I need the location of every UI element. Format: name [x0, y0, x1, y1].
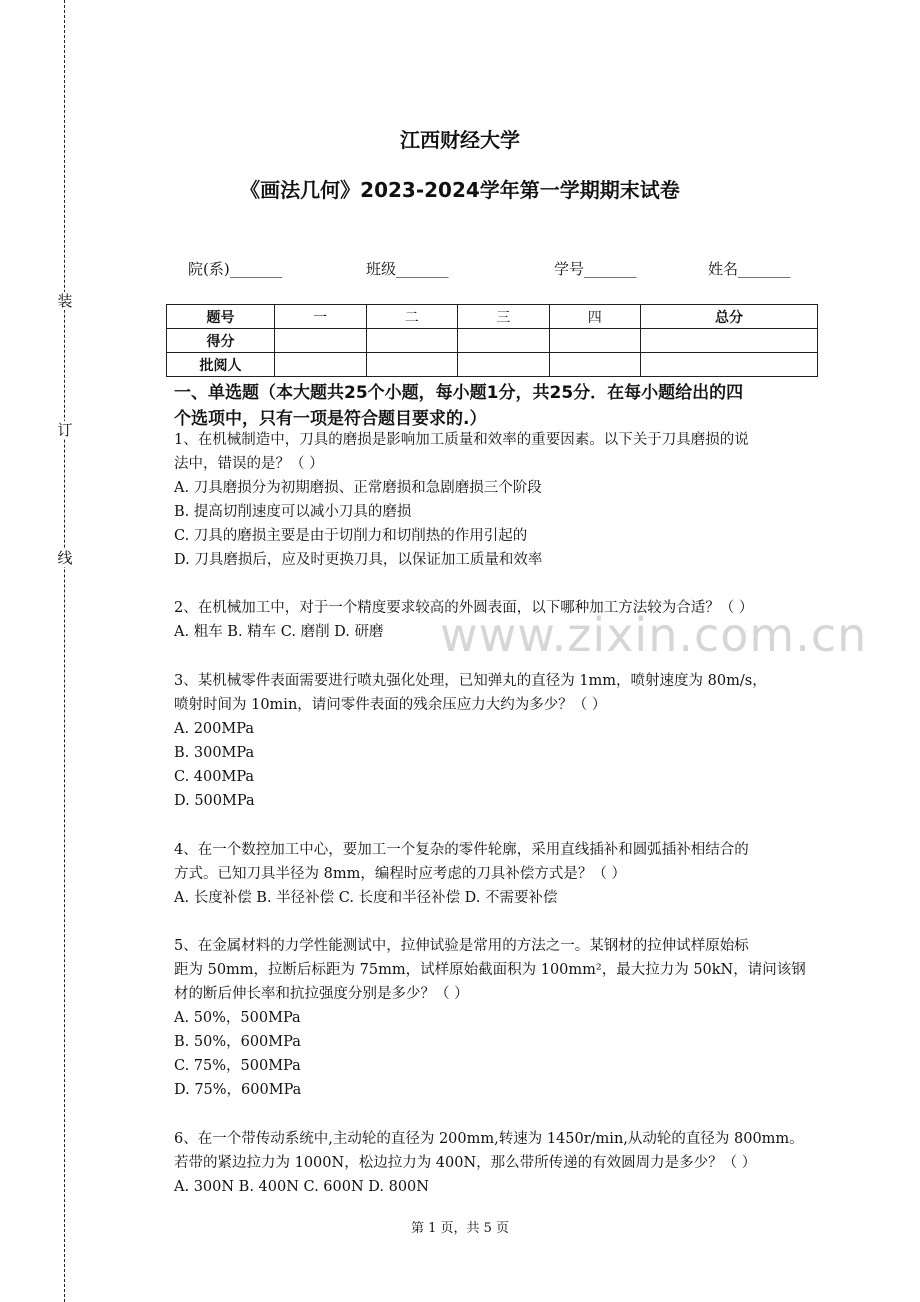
- option: C. 75%，500MPa: [174, 1058, 301, 1074]
- question-2: [174, 596, 834, 644]
- binding-char-ding: 订: [57, 421, 73, 439]
- score-cell: [366, 329, 458, 353]
- score-table-score-row: [167, 329, 818, 353]
- option: D. 刀具磨损后，应及时更换刀具，以保证加工质量和效率: [174, 552, 543, 568]
- grader-row-label: 批阅人: [167, 353, 275, 377]
- grader-cell: [641, 353, 818, 377]
- option: B. 提高切削速度可以减小刀具的磨损: [174, 504, 412, 520]
- option: D. 75%，600MPa: [174, 1082, 302, 1098]
- option: A. 50%，500MPa: [174, 1010, 301, 1026]
- score-header-1: 一: [275, 305, 367, 329]
- option: A. 200MPa: [174, 721, 254, 737]
- question-text: 6、在一个带传动系统中,主动轮的直径为 200mm,转速为 1450r/min,从动轮的直径为 800mm。: [174, 1131, 804, 1147]
- section-heading: [174, 380, 824, 432]
- score-header-label: 题号: [167, 305, 275, 329]
- question-text: 喷射时间为 10min，请问零件表面的残余压应力大约为多少？（ ）: [174, 697, 607, 713]
- option: C. 刀具的磨损主要是由于切削力和切削热的作用引起的: [174, 528, 528, 544]
- grader-cell: [366, 353, 458, 377]
- exam-title: 《画法几何》2023-2024学年第一学期期末试卷: [240, 178, 680, 202]
- option: A. 刀具磨损分为初期磨损、正常磨损和急剧磨损三个阶段: [174, 480, 542, 496]
- score-header-4: 四: [549, 305, 641, 329]
- question-text: 2、在机械加工中，对于一个精度要求较高的外圆表面，以下哪种加工方法较为合适？（ ）: [174, 600, 754, 616]
- section-heading-line: 个选项中，只有一项是符合题目要求的.）: [174, 409, 487, 429]
- question-3: [174, 669, 834, 813]
- score-cell: [641, 329, 818, 353]
- binding-char-xian: 线: [57, 549, 73, 567]
- grader-cell: [275, 353, 367, 377]
- option: C. 400MPa: [174, 769, 255, 785]
- question-text: 3、某机械零件表面需要进行喷丸强化处理，已知弹丸的直径为 1mm，喷射速度为 80m/s，: [174, 673, 767, 689]
- option: A. 300N B. 400N C. 600N D. 800N: [174, 1179, 429, 1195]
- info-department: 院(系)_______: [188, 260, 283, 278]
- option: A. 粗车 B. 精车 C. 磨削 D. 研磨: [174, 624, 384, 640]
- question-1: [174, 428, 834, 572]
- option: B. 50%，600MPa: [174, 1034, 301, 1050]
- score-header-3: 三: [458, 305, 550, 329]
- score-table: [166, 304, 818, 377]
- page-footer: 第 1 页，共 5 页: [410, 1221, 510, 1236]
- university-title: 江西财经大学: [400, 128, 520, 152]
- section-heading-line: 一、单选题（本大题共25个小题，每小题1分，共25分．在每小题给出的四: [174, 383, 744, 403]
- grader-cell: [458, 353, 550, 377]
- watermark: www.zixin.com.cn: [440, 608, 868, 662]
- score-row-label: 得分: [167, 329, 275, 353]
- info-class: 班级_______: [366, 260, 449, 278]
- option: A. 长度补偿 B. 半径补偿 C. 长度和半径补偿 D. 不需要补偿: [174, 890, 558, 906]
- question-text: 距为 50mm，拉断后标距为 75mm，试样原始截面积为 100mm²，最大拉力为 50kN，请问该钢: [174, 962, 806, 978]
- question-text: 若带的紧边拉力为 1000N，松边拉力为 400N，那么带所传递的有效圆周力是多少？（ ）: [174, 1155, 757, 1171]
- score-table-header-row: [167, 305, 818, 329]
- score-cell: [458, 329, 550, 353]
- question-6: [174, 1127, 834, 1199]
- score-header-total: 总分: [641, 305, 818, 329]
- score-cell: [275, 329, 367, 353]
- option: B. 300MPa: [174, 745, 255, 761]
- question-text: 材的断后伸长率和抗拉强度分别是多少？（ ）: [174, 986, 469, 1002]
- question-text: 4、在一个数控加工中心，要加工一个复杂的零件轮廓，采用直线插补和圆弧插补相结合的: [174, 842, 749, 858]
- info-name: 姓名_______: [708, 260, 791, 278]
- question-text: 5、在金属材料的力学性能测试中，拉伸试验是常用的方法之一。某钢材的拉伸试样原始标: [174, 938, 749, 954]
- info-student-id: 学号_______: [554, 260, 637, 278]
- score-header-2: 二: [366, 305, 458, 329]
- question-text: 法中，错误的是？（ ）: [174, 456, 324, 472]
- question-text: 方式。已知刀具半径为 8mm，编程时应考虑的刀具补偿方式是？（ ）: [174, 866, 626, 882]
- question-text: 1、在机械制造中，刀具的磨损是影响加工质量和效率的重要因素。以下关于刀具磨损的说: [174, 432, 749, 448]
- option: D. 500MPa: [174, 793, 255, 809]
- question-4: [174, 838, 834, 910]
- question-5: [174, 934, 834, 1102]
- binding-char-zhuang: 装: [57, 292, 73, 310]
- score-table-grader-row: [167, 353, 818, 377]
- grader-cell: [549, 353, 641, 377]
- score-cell: [549, 329, 641, 353]
